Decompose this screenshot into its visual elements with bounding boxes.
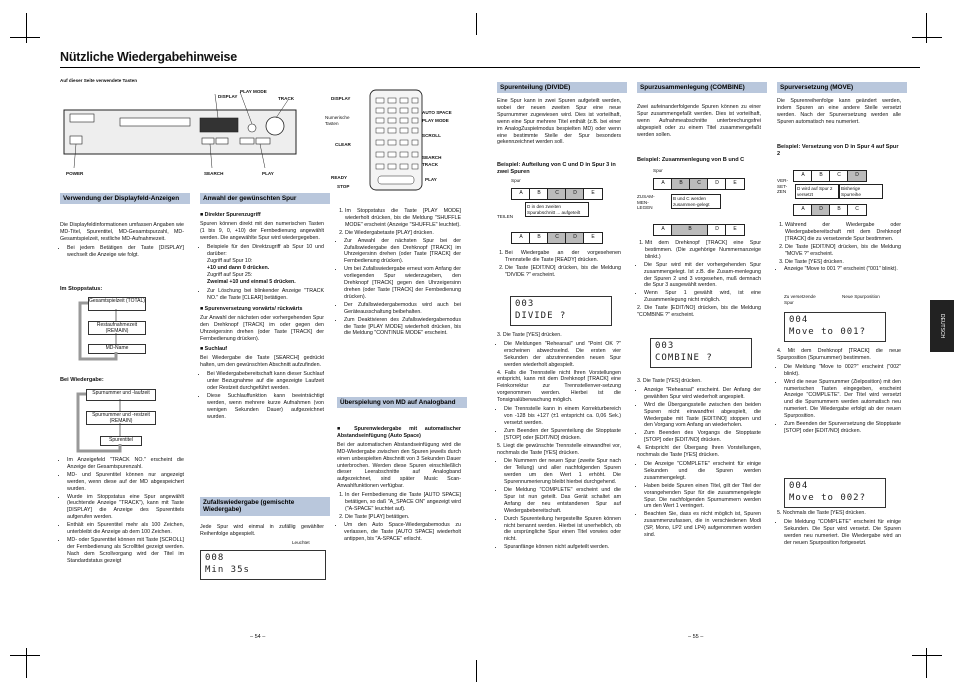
- shuffle-bullet: • Zum Deaktivieren des Zufallswiedergabemodus die Taste [PLAY MODE] wiederholt drücken, bis die Meldung "CONTINUE MODE" erscheint.: [344, 317, 461, 338]
- displayfeld-bullet: • Wurde im Stoppstatus eine Spur angewählt (leuchtende Anzeige "TRACK"), kann mit Taste [DISPLAY] die Anzeige des Spurentitels aufgerufen werden.: [67, 494, 184, 522]
- middle-column: [337, 208, 461, 338]
- combine-step3-text: Die Taste [YES] drücken.: [642, 378, 702, 384]
- diagram-spur: Spur: [511, 178, 521, 183]
- move-cell-d: D: [847, 170, 867, 182]
- suchlauf-bullet: • Diese Suchlauffunktion kann beeinträchtigt werden, wenn mehrere kurze Aufnahmen (von wenigen Sekunden Dauer) aufgezeichnet wurden.: [207, 393, 324, 421]
- move-intro: Die Spurenreihenfolge kann geändert werden, indem Spuren an eine andere Stelle versetzt werden. Nach der Spurversetzung werden alle Spuren automatisch neu numeriert.: [777, 98, 901, 125]
- crop-mark: [26, 648, 27, 678]
- move-note2: Bisherige Spurreihe: [839, 184, 883, 199]
- divide-bullet: • Die Trennstelle kann in einem Korrekturbereich von -128 bis +127 (±1 entspricht ca. 0,06 Sek.) versetzt werden.: [504, 406, 621, 427]
- auto-sub: ■ Spurenwiedergabe mit automatischer Abstandseinfügung (Auto Space): [337, 426, 461, 439]
- move-lcd-2: [784, 478, 886, 508]
- move-lcd-right-label: Neue Spurposition: [842, 294, 880, 299]
- combine-steps-b: [637, 378, 761, 540]
- ex1-value: +10 und dann 0 drücken.: [207, 265, 270, 272]
- section-title-combine: Spurzusammenlegung (COMBINE): [637, 82, 767, 93]
- jump-text: Zur Anwahl der nächsten oder vorhergehenden Spur den Drehknopf [TRACK] im oder gegen den Uhrzeigersinn drehen (oder Taste [TRACK] der Fernbedienung drücken).: [200, 314, 324, 342]
- jump-title-text: Spurenversetzung vorwärts/ rückwärts: [204, 305, 303, 312]
- combine-step2-text: Die Taste [EDIT/NO] drücken, bis die Meldung "COMBINE ?" erscheint.: [637, 305, 762, 319]
- play-flow-box: Spurnummer und -laufzeit: [86, 389, 156, 401]
- divide-step5-text: Liegt die gewünschte Trennstelle einwandfrei vor, nochmals die Taste [YES] drücken.: [497, 442, 621, 456]
- move-bullet: • Die Meldung "Move to 002?" erscheint ("002" blinkt).: [784, 364, 901, 378]
- divide-step5: 5. Liegt die gewünschte Trennstelle einwandfrei vor, nochmals die Taste [YES] drücken.: [497, 442, 621, 456]
- diagram-spur: Spur: [653, 168, 663, 173]
- crop-mark: [476, 13, 477, 35]
- play-label: Bei Wiedergabe:: [60, 377, 104, 383]
- move-step: 1. Während der Wiedergabe oder Wiedergabebereitschaft mit dem Drehknopf [TRACK] die zu versetzende Spur bestimmen.: [785, 222, 901, 243]
- diagram-versetzen: VER-SET-ZEN: [777, 178, 788, 195]
- divide-cell-e: E: [583, 188, 603, 200]
- divide-step4: 4. Falls die Trennstelle nicht Ihren Vorstellungen entspricht, kann mit dem Drehknopf [TRACK] eine Feinkorrektur zur Trennstellenver-setzung vorgenommen werden. Hierbei ist die Tonsignalüberwachung möglich.: [497, 369, 621, 404]
- combine-bullet: • Wird die Übergangsstelle zwischen den beiden Spuren nicht einwandfrei abgespielt, die Wiedergabe mit Taste [EDIT/NO] stoppen und den Vorgang vom Anfang an wiederholen.: [644, 402, 761, 430]
- move-note1: D wird auf Spur 2 versetzt: [795, 184, 839, 199]
- divide-bullet: • Die Meldung "COMPLETE" erscheint und die Spur ist nun geteilt. Das Gerät schaltet am Anfang der neu entstandenen Spur auf Wiedergabebereitschaft.: [504, 487, 621, 515]
- combine-cell-d2: D: [707, 224, 727, 236]
- move-step5-text: Nochmals die Taste [YES] drücken.: [782, 510, 866, 516]
- suchlauf-title: ■ Suchlauf: [200, 346, 228, 353]
- divide-step: 1. Bei Wiedergabe an der vorgesehenen Trennstelle die Taste [READY] drücken.: [505, 250, 621, 264]
- combine-intro: Zwei aufeinanderfolgende Spuren können zu einer Spur zusammengefaßt werden. Dies ist vorteilhaft, wenn Aufnahmeabschnitte unterbrechungsfrei abgespielt oder zu einem Titel zusammengefaßt werden sollen.: [637, 104, 761, 138]
- used-keys-label: Auf dieser Seite verwendete Tasten: [60, 78, 138, 83]
- lcd-line: COMBINE ?: [655, 353, 713, 363]
- remote-label-play-mode: PLAY MODE: [422, 118, 449, 123]
- divide-cell-a2: A: [511, 232, 531, 244]
- shuffle-bullet: • Zur Anwahl der nächsten Spur bei der Zufallswiedergabe den Drehknopf [TRACK] im Uhrzeigersinn drehen (oder Taste [TRACK] der Fernbedienung drücken).: [344, 238, 461, 266]
- divide-step: 2. Die Taste [EDIT/NO] drücken, bis die Meldung "DIVIDE ?" erscheint.: [505, 265, 621, 279]
- displayfeld-bullet: • MD- oder Spurentitel können mit Taste [SCROLL] der Fernbedienung als Scrolltitel gezeigt werden. Nach dem Scrollvorgang wird der Titel im Standardstatus gezeigt: [67, 537, 184, 565]
- section-title-displayfeld: Verwendung der Displayfeld-Anzeigen: [60, 193, 190, 204]
- ex1-label: Zugriff auf Spur 10:: [207, 258, 253, 265]
- move-steps: [777, 222, 901, 274]
- remote-label-numeric: Numerische Tasten: [325, 115, 350, 126]
- shuffle-step: 2. Die Wiedergabetaste [PLAY] drücken.: [345, 230, 461, 237]
- divide-note: D in den zweiten Spurabschnitt ... aufgeteilt: [525, 202, 589, 217]
- combine-note: B und C werden zusammen-gelegt: [671, 194, 721, 209]
- divide-steps: [497, 250, 621, 280]
- crop-mark: [10, 37, 40, 38]
- remote-label-ready: READY: [331, 175, 348, 180]
- suchlauf-text: Bei Wiedergabe die Taste [SEARCH] gedrückt halten, um den gewünschten Abschnitt aufzufinden.: [200, 355, 324, 369]
- move-step5: 5. Nochmals die Taste [YES] drücken.: [777, 510, 866, 516]
- combine-bullet: • Wenn Spur 1 gewählt wird, ist eine Zusammenlegung nicht möglich.: [644, 290, 761, 304]
- crop-mark: [912, 37, 942, 38]
- divide-intro: Eine Spur kann in zwei Spuren aufgeteilt werden, wobei der neuen zweiten Spur eine neue Spurnummer zugewiesen wird. Dies ist vorteilhaft, wenn eine Spur mehrere Titel enthält (z.B. bei einer im AnalogZuspielmodus bespielten MD) oder wenn eine bestimmte Stelle der Spur besonders gekennzeichnet werden soll.: [497, 98, 621, 146]
- combine-step2: 2. Die Taste [EDIT/NO] drücken, bis die Meldung "COMBINE ?" erscheint.: [637, 305, 762, 319]
- remote-label-clear: CLEAR: [335, 142, 351, 147]
- combine-cell-c: C: [689, 178, 709, 190]
- combine-cell-e: E: [725, 178, 745, 190]
- crop-mark: [26, 13, 27, 43]
- page-title: Nützliche Wiedergabehinweise: [60, 50, 237, 64]
- move-cell-b2: B: [829, 204, 849, 216]
- divide-bullet: • Durch Spurenteilung hergestellte Spuren können nicht benannt werden. Hierbei ist unerheblich, ob die ursprüngliche Spur einen Titel vorwies oder nicht.: [504, 516, 621, 544]
- auto-step-bullet: • Um den Auto Space-Wiedergabemodus zu verlassen, die Taste [AUTO SPACE] wiederholt antippen, bis "A-SPACE" erlischt.: [344, 522, 461, 543]
- combine-step4-text: Entspricht der Übergang Ihren Vorstellungen, nochmals die Taste [YES] drücken.: [637, 445, 761, 459]
- move-step4-text: Mit dem Drehknopf [TRACK] die neue Spurposition (Spurnummer) bestimmen.: [777, 348, 901, 361]
- section-title-auto-space: Überspielung von MD auf Analogband: [337, 397, 467, 408]
- md-deck-icon: [60, 88, 300, 180]
- suchlauf-title-text: Suchlauf: [204, 346, 228, 353]
- section-title-divide: Spurenteilung (DIVIDE): [497, 82, 627, 93]
- shuffle-bullet: • Der Zufallswiedergabemodus wird auch bei Geräteausschaltung beibehalten.: [344, 302, 461, 316]
- shuffle-step: 1. Im Stoppstatus die Taste [PLAY MODE] wiederholt drücken, bis die Meldung "SHUFFLE MODE" erscheint (Anzeige "SHUFFLE" leuchtet).: [345, 208, 461, 229]
- play-flow-box: Spurnummer und -restzeit (REMAIN): [86, 411, 156, 425]
- combine-diagram: [637, 168, 761, 238]
- divide-bullet: • Spuranfänge können nicht aufgeteilt werden.: [504, 544, 621, 551]
- direct-example-intro: • Beispiele für den Direktzugriff ab Spur 10 und darüber:: [207, 244, 324, 258]
- combine-cell-a2: A: [653, 224, 673, 236]
- section-title-move: Spurversetzung (MOVE): [777, 82, 907, 93]
- divide-cell-c: C: [547, 188, 567, 200]
- combine-cell-bc: B: [671, 224, 709, 236]
- device-label-play: PLAY: [262, 171, 274, 176]
- device-label-play-mode: PLAY MODE: [240, 89, 267, 94]
- divide-step3-text: Die Taste [YES] drücken.: [502, 332, 562, 338]
- displayfeld-column: [60, 222, 184, 260]
- move-example: Beispiel: Versetzung von D in Spur 4 auf Spur 2: [777, 144, 899, 158]
- diagram-teilen: TEILEN: [497, 214, 514, 219]
- combine-bullet: • Die Spur wird mit der vorhergehenden Spur zusammengelegt. Ist z.B. die Zusam-menlegung der Spuren 2 und 3 vorgesehen, muß demnach die Spur 3 ausgewählt werden.: [644, 262, 761, 290]
- lcd-line: 004: [789, 481, 809, 491]
- combine-cell-d: D: [707, 178, 727, 190]
- crop-mark: [10, 655, 40, 656]
- play-flow-arrows: [64, 387, 160, 457]
- divide-bullet: • Die Meldungen "Rehearsal" und "Point OK ?" erscheinen abwechselnd. Die ersten vier Sekunden der abzutrennenden neuen Spur werden wiederholt abgespielt.: [504, 341, 621, 369]
- divide-bullet: • Zum Beenden der Spurenteilung die Stopptaste [STOP] oder [EDIT/NO] drücken.: [504, 428, 621, 442]
- combine-bullet: • Haben beide Spuren einen Titel, gilt der Titel der vorangehenden Spur für die zusammengelegte Spur. Die nachfolgenden Spurnummern werden um den Wert 1 verringert.: [644, 483, 761, 511]
- combine-cell-e2: E: [725, 224, 745, 236]
- lcd-line: 004: [789, 315, 809, 325]
- stop-label: Im Stoppstatus:: [60, 286, 103, 292]
- suchlauf-bullet: • Bei Wiedergabebereitschaft kann dieser Suchlauf unter Bezugnahme auf die angezeigte Laufzeit oder Restzeit durchgeführt werden.: [207, 371, 324, 392]
- divide-cell-d: D: [565, 188, 585, 200]
- remote-label-search: SEARCH: [422, 155, 442, 160]
- jump-title: ■ Spurenversetzung vorwärts/ rückwärts: [200, 305, 303, 312]
- play-flow-box: Spurentitel: [100, 436, 142, 446]
- stop-flow-box: Gesamtspielzeit (TOTAL): [88, 297, 146, 311]
- divide-bullet: • Die Nummern der neuen Spur (zweite Spur nach der Teilung) und aller nachfolgenden Spuren werden um den Wert 1 erhöht. Die Spurennumerierung bleibt hierbei durchgehend.: [504, 458, 621, 486]
- crop-mark: [926, 13, 927, 43]
- move-cell-b: B: [811, 170, 831, 182]
- divide-cell-b: B: [529, 188, 549, 200]
- combine-step4: 4. Entspricht der Übergang Ihren Vorstellungen, nochmals die Taste [YES] drücken.: [637, 445, 761, 459]
- stop-flow-box: Restaufnahmezeit (REMAIN): [88, 321, 146, 335]
- displayfeld-bullet: • MD- und Spurentitel können nur angezeigt werden, wenn diese auf der MD abgespeichert wurden.: [67, 472, 184, 493]
- stop-flow-arrows: [66, 295, 156, 365]
- divide-cell-c2: C: [547, 232, 567, 244]
- combine-cell-a: A: [653, 178, 673, 190]
- lcd-line: Move to 001?: [789, 327, 867, 337]
- title-rule: [60, 67, 920, 68]
- section-title-zufall: Zufallswiedergabe (gemischte Wiedergabe): [200, 497, 330, 516]
- remote-label-auto-space: AUTO SPACE: [422, 110, 452, 115]
- remote-label-display: DISPLAY: [331, 96, 351, 101]
- divide-cell-d2: D: [565, 232, 585, 244]
- side-tab-language: DEUTSCH: [930, 300, 954, 352]
- displayfeld-intro: Die Displayfeldinformationen umfassen Angaben wie MD-Titel, Spurentitel, MD-Gesamtspurzahl, MD-Gesamtspielzeit, restliche MD-Aufnahmezeit.: [60, 222, 184, 242]
- move-steps-c: [777, 510, 901, 548]
- move-lcd-left-label: Zu versetzende Spur: [784, 294, 816, 305]
- direct-title-text: Direkter Spurenzugriff: [204, 212, 261, 218]
- move-cell-a: A: [793, 170, 813, 182]
- page-number-left: – 54 –: [250, 634, 266, 640]
- clear-text: • Zur Löschung bei blinkender Anzeige "TRACK NO." die Taste [CLEAR] betätigen.: [207, 288, 324, 302]
- combine-bullet: • Beachten Sie, dass es nicht möglich ist, Spuren zusammenzufassen, die in verschiedenen Modi (SP, Mono, LP2 und LP4) aufgenommen worden sind.: [644, 511, 761, 539]
- combine-bullet: • Anzeige "Rehearsal" erscheint. Der Anfang der gewählten Spur wird wiederholt angespielt.: [644, 387, 761, 401]
- ex2-label: Zugriff auf Spur 25:: [207, 272, 253, 279]
- combine-example: Beispiel: Zusammenlegung von B und C: [637, 157, 745, 163]
- lcd-line: 008: [205, 553, 225, 563]
- move-bullet: • Zum Beenden der Spurversetzung die Stopptaste [STOP] oder [EDIT/NO] drücken.: [784, 421, 901, 435]
- move-cell-d2: D: [811, 204, 831, 216]
- divide-example: Beispiel: Aufteilung von C und D in Spur 3 in zwei Spuren: [497, 162, 616, 176]
- auto-text: Bei der automatischen Abstandseinfügung wird die MD-Wiedergabe zwischen den Spuren jeweils durch einen unbespielten Abschnitt von 3 Sekunden Dauer unterbrochen. Werden diese Spuren einschließlich dieser Leerabschnitte auf Analogband aufgezeichnet, sind später Music Scan-Anwahlfunktionen verfügbar.: [337, 441, 461, 490]
- move-step4: 4. Mit dem Drehknopf [TRACK] die neue Spurposition (Spurnummer) bestimmen.: [777, 348, 901, 361]
- auto-step: 1. In der Fernbedienung die Taste [AUTO SPACE] betätigen, so daß "A_SPACE ON" angezeigt wird ("A-SPACE" leuchtet auf).: [345, 492, 461, 513]
- direct-title: ■ Direkter Spurenzugriff: [200, 212, 261, 218]
- divide-cell-b2: B: [529, 232, 549, 244]
- divide-step3: 3. Die Taste [YES] drücken.: [497, 332, 562, 338]
- auto-step: 2. Die Taste [PLAY] betätigen.: [345, 514, 461, 521]
- move-step: 3. Die Taste [YES] drücken.: [785, 259, 901, 266]
- move-bullet: • Wird die neue Spurnummer (Zielposition) mit den numerischen Tasten eingegeben, erscheint Anzeige "COMPLETE". Der Titel wird versetzt und die Spurnummern werden automatisch neu numeriert. Die Wiedergabe erfolgt ab der neuen Spurposition.: [784, 379, 901, 420]
- lcd-line: DIVIDE ?: [515, 311, 567, 321]
- move-bullet: • Die Meldung "COMPLETE" erscheint für einige Sekunden. Die Spur wird versetzt. Die Spuren werden neu numeriert. Die Wiedergabe wird an der neuen Spurposition fortgesetzt.: [784, 519, 901, 547]
- ex2-value: Zweimal +10 und einmal 5 drücken.: [207, 279, 296, 286]
- device-illustration: [60, 88, 300, 180]
- device-label-search: SEARCH: [204, 171, 224, 176]
- divide-lcd: [510, 296, 612, 326]
- shuffle-bullet: • Um bei Zufallswiedergabe erneut vom Anfang der vorliegenden Spur wiederzugeben, den Drehknopf [TRACK] gegen den Uhrzeigersinn drehen (oder Taste [TRACK] der Fernbedienung drücken).: [344, 266, 461, 301]
- remote-label-track: TRACK: [422, 162, 439, 167]
- divide-steps-b: [497, 332, 621, 552]
- zufall-lcd-label: Leuchtet: [292, 540, 310, 545]
- combine-bullet: • Zum Beenden des Vorgangs die Stopptaste [STOP] oder [EDIT/NO] drücken.: [644, 430, 761, 444]
- stop-flow-box: MD-Name: [88, 344, 146, 354]
- auto-sub-text: Spurenwiedergabe mit automatischer Abstandseinfügung (Auto Space): [337, 426, 461, 439]
- remote-label-play: PLAY: [425, 177, 437, 182]
- lcd-line: 003: [655, 341, 675, 351]
- gewuenschte-column: [200, 212, 324, 421]
- divide-diagram: [497, 178, 621, 246]
- remote-label-scroll: SCROLL: [422, 133, 441, 138]
- combine-step3: 3. Die Taste [YES] drücken.: [637, 378, 702, 384]
- move-cell-c2: C: [847, 204, 867, 216]
- combine-bullet: • Die Anzeige "COMPLETE" erscheint für einige Sekunden und die Spuren werden zusammengelegt.: [644, 461, 761, 482]
- diagram-zusammenlegen: ZUSAM-MEN-LEGEN: [637, 194, 655, 211]
- move-steps-b: [777, 348, 901, 436]
- move-step: 2. Die Taste [EDIT/NO] drücken, bis die Meldung "MOVE ?" erscheint.: [785, 244, 901, 258]
- divide-step4-text: Falls die Trennstelle nicht Ihren Vorstellungen entspricht, kann mit dem Drehknopf [TRACK] eine Feinkorrektur zur Trennstellenver-setzung vorgenommen werden. Hierbei ist die Tonsignalüberwachung möglich.: [497, 369, 621, 404]
- displayfeld-bullet: • Bei jedem Betätigen der Taste [DISPLAY] wechselt die Anzeige wie folgt.: [67, 245, 184, 259]
- displayfeld-bullet: • Enthält ein Spurentitel mehr als 100 Zeichen, unterbleibt die Anzeige ab dem 100 Zeichen.: [67, 522, 184, 536]
- zufall-text: Jede Spur wird einmal in zufällig gewählter Reihenfolge abgespielt.: [200, 524, 324, 537]
- crop-mark: [926, 648, 927, 678]
- move-bullet: • Anzeige "Move to 001 ?" erscheint ("001" blinkt).: [784, 266, 901, 273]
- page-number-right: – 55 –: [688, 634, 704, 640]
- device-label-track: TRACK: [278, 96, 295, 101]
- move-diagram: [777, 164, 901, 216]
- displayfeld-bullet: • Im Anzeigefeld "TRACK NO." erscheint die Anzeige der Gesamtspurenzahl.: [67, 457, 184, 471]
- device-label-power: POWER: [66, 171, 84, 176]
- divide-cell-e2: E: [583, 232, 603, 244]
- direct-text: Spuren können direkt mit den numerischen Tasten (1 bis 9, 0, +10) der Fernbedienung angewählt werden. Die angewählte Spur wird wiedergegeben.: [200, 220, 324, 241]
- move-cell-a2: A: [793, 204, 813, 216]
- section-title-gewuenschte: Anwahl der gewünschten Spur: [200, 193, 330, 204]
- move-lcd-1: [784, 312, 886, 342]
- divide-cell-a: A: [511, 188, 531, 200]
- lcd-line: 003: [515, 299, 535, 309]
- crop-mark: [912, 655, 942, 656]
- remote-label-stop: STOP: [337, 184, 350, 189]
- combine-cell-b: B: [671, 178, 691, 190]
- crop-mark: [476, 660, 477, 682]
- displayfeld-bullets: [60, 457, 184, 566]
- combine-steps: [637, 240, 761, 321]
- device-label-display: DISPLAY: [218, 94, 238, 99]
- lcd-line: Min 35s: [205, 565, 250, 575]
- combine-lcd: [650, 338, 752, 368]
- combine-step: 1. Mit dem Drehknopf [TRACK] eine Spur bestimmen. (Die zugehörige Nummernanzeige blinkt.): [645, 240, 761, 261]
- auto-space-column: [337, 426, 461, 544]
- move-cell-c: C: [829, 170, 849, 182]
- lcd-line: Move to 002?: [789, 493, 867, 503]
- zufall-lcd: [200, 550, 326, 580]
